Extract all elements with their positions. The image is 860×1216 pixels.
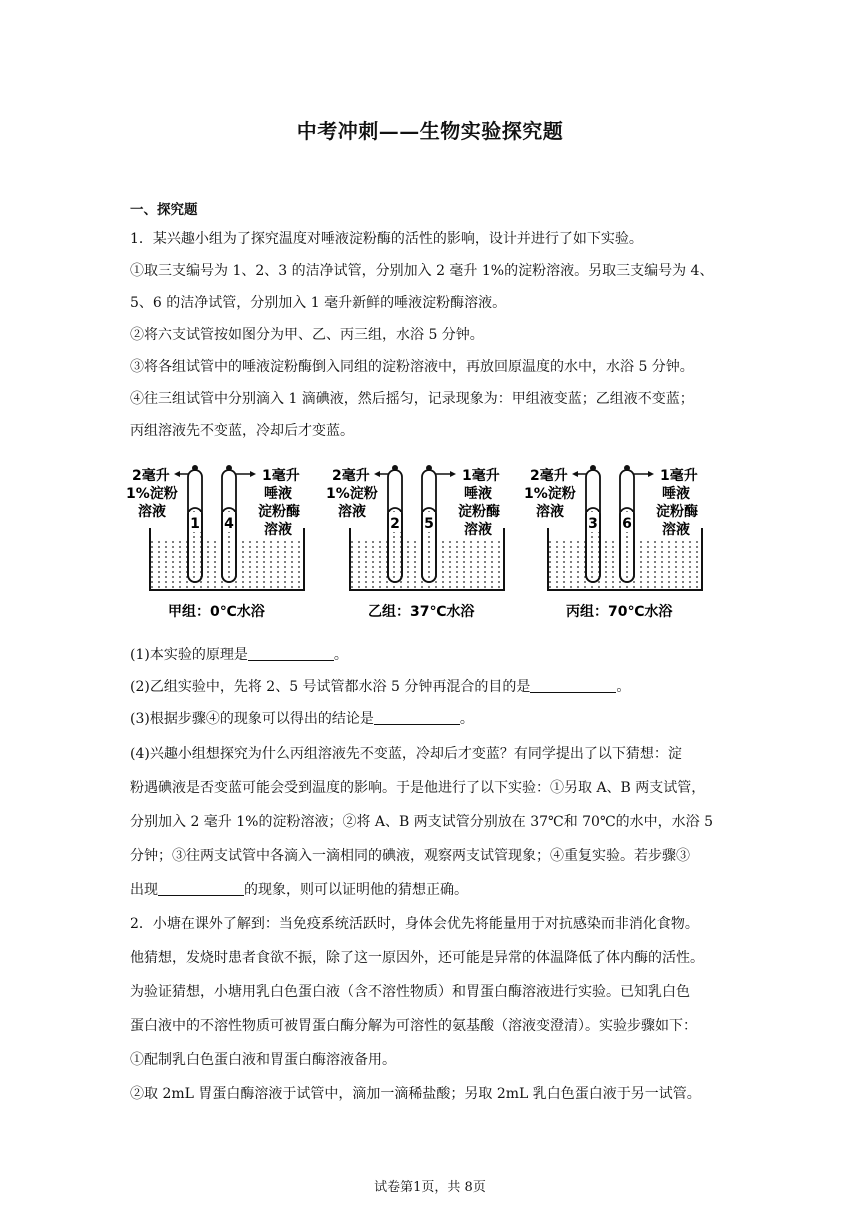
- q2-line-4: 蛋白液中的不溶性物质可被胃蛋白酶分解为可溶性的氨基酸（溶液变澄清）。实验步骤如下：: [130, 1018, 697, 1034]
- answer-blank[interactable]: [530, 678, 616, 693]
- right-label-1: 1毫升: [462, 468, 500, 484]
- page-title: 中考冲刺——生物实验探究题: [296, 119, 564, 143]
- right-label-2: 唾液: [464, 486, 492, 502]
- tube-number: 6: [622, 516, 632, 532]
- group-yi: [326, 465, 504, 620]
- group-caption: 甲组：0℃水浴: [168, 604, 265, 620]
- tube-number: 4: [224, 516, 234, 532]
- q2-line-3: 为验证猜想，小塘用乳白色蛋白液（含不溶性物质）和胃蛋白酶溶液进行实验。已知乳白色: [130, 984, 690, 1000]
- experiment-figure: [122, 460, 742, 630]
- step-4-line-1: ④往三组试管中分别滴入 1 滴碘液，然后摇匀，记录现象为：甲组液变蓝；乙组液不变蓝；: [130, 391, 694, 407]
- left-label-3: 溶液: [536, 504, 564, 520]
- right-label-2: 唾液: [264, 486, 292, 502]
- step-1-line-1: ①取三支编号为 1、2、3 的洁净试管，分别加入 2 毫升 1%的淀粉溶液。另取三支编号为 4、: [130, 263, 714, 279]
- tube-number: 2: [390, 516, 400, 532]
- step-4-line-2: 丙组溶液先不变蓝，冷却后才变蓝。: [130, 423, 354, 439]
- right-label-3: 淀粉酶: [458, 504, 500, 520]
- question-2-text: (2)乙组实验中，先将 2、5 号试管都水浴 5 分钟再混合的目的是: [130, 679, 531, 695]
- left-label-2: 1%淀粉: [126, 486, 178, 502]
- q2-line-2: 他猜想，发烧时患者食欲不振，除了这一原因外，还可能是异常的体温降低了体内酶的活性。: [130, 950, 704, 966]
- left-label-2: 1%淀粉: [326, 486, 378, 502]
- question-4-line-2: 粉遇碘液是否变蓝可能会受到温度的影响。于是他进行了以下实验：①另取 A、B 两支试管，: [130, 780, 706, 796]
- q2-line-6: ②取 2mL 胃蛋白酶溶液于试管中，滴加一滴稀盐酸；另取 2mL 乳白色蛋白液于另一试管。: [130, 1086, 701, 1102]
- step-2: ②将六支试管按如图分为甲、乙、丙三组，水浴 5 分钟。: [130, 327, 484, 343]
- left-label-1: 2毫升: [132, 468, 170, 484]
- question-3: [130, 708, 740, 728]
- left-label-3: 溶液: [338, 504, 366, 520]
- question-3-text: (3)根据步骤④的现象可以得出的结论是: [130, 711, 374, 727]
- left-label-3: 溶液: [138, 504, 166, 520]
- right-label-1: 1毫升: [262, 468, 300, 484]
- right-label-3: 淀粉酶: [258, 504, 300, 520]
- tube-number: 1: [190, 516, 200, 532]
- step-3: ③将各组试管中的唾液淀粉酶倒入同组的淀粉溶液中，再放回原温度的水中，水浴 5 分钟。: [130, 359, 694, 375]
- question-2: [130, 676, 740, 696]
- right-label-4: 溶液: [264, 522, 292, 538]
- left-label-2: 1%淀粉: [524, 486, 576, 502]
- question-4-line-4: 分钟；③往两支试管中各滴入一滴相同的碘液，观察两支试管现象；④重复实验。若步骤③: [130, 848, 690, 864]
- group-caption: 乙组：37℃水浴: [368, 604, 475, 620]
- right-label-3: 淀粉酶: [656, 504, 698, 520]
- question-4-pre: 出现: [130, 882, 158, 898]
- period: 。: [333, 647, 348, 663]
- page-footer: 试卷第1页，共 8页: [374, 1180, 486, 1195]
- left-label-1: 2毫升: [332, 468, 370, 484]
- right-label-2: 唾液: [662, 486, 690, 502]
- tube-number: 3: [588, 516, 598, 532]
- right-label-4: 溶液: [464, 522, 492, 538]
- answer-blank[interactable]: [374, 710, 460, 725]
- group-bing: [524, 465, 702, 620]
- question-4-line-5: [130, 879, 740, 899]
- group-jia: [126, 465, 304, 620]
- right-label-4: 溶液: [662, 522, 690, 538]
- answer-blank[interactable]: [248, 646, 334, 661]
- question-4-post: 的现象，则可以证明他的猜想正确。: [244, 882, 468, 898]
- q2-line-5: ①配制乳白色蛋白液和胃蛋白酶溶液备用。: [130, 1052, 396, 1068]
- group-caption: 丙组：70℃水浴: [566, 604, 673, 620]
- left-label-1: 2毫升: [530, 468, 568, 484]
- q2-line-1: 2．小塘在课外了解到：当免疫系统活跃时，身体会优先将能量用于对抗感染而非消化食物。: [130, 916, 699, 932]
- question-4-line-3: 分别加入 2 毫升 1%的淀粉溶液；②将 A、B 两支试管分别放在 37℃和 70℃的水中，水浴 5: [130, 814, 713, 830]
- question-1: [130, 644, 740, 664]
- period: 。: [616, 679, 631, 695]
- step-1-line-2: 5、6 的洁净试管，分别加入 1 毫升新鲜的唾液淀粉酶溶液。: [130, 295, 507, 311]
- section-heading: 一、探究题: [130, 202, 198, 218]
- question-4-line-1: (4)兴趣小组想探究为什么丙组溶液先不变蓝，冷却后才变蓝？有同学提出了以下猜想：淀: [130, 746, 682, 762]
- q1-intro: 1．某兴趣小组为了探究温度对唾液淀粉酶的活性的影响，设计并进行了如下实验。: [130, 231, 643, 247]
- period: 。: [459, 711, 474, 727]
- tube-number: 5: [424, 516, 434, 532]
- right-label-1: 1毫升: [660, 468, 698, 484]
- answer-blank[interactable]: [158, 881, 244, 896]
- question-1-text: (1)本实验的原理是: [130, 647, 248, 663]
